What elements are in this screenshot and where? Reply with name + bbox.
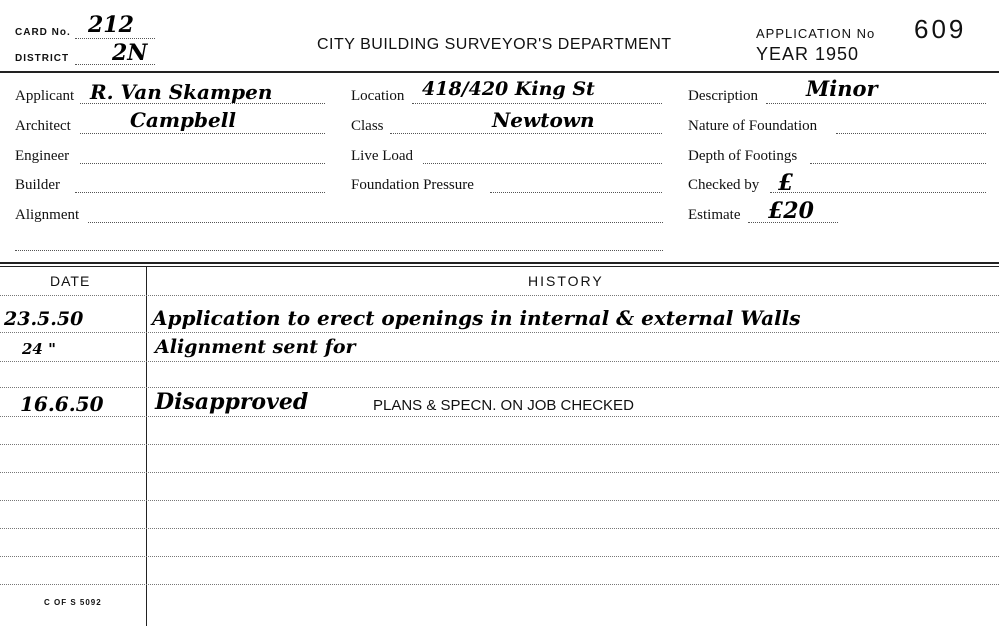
history-text: Disapproved <box>155 389 309 415</box>
district-label: DISTRICT <box>15 53 70 64</box>
application-no-value: 609 <box>914 14 967 44</box>
engineer-label: Engineer <box>15 148 70 164</box>
depth-footings-label: Depth of Footings <box>688 148 798 164</box>
architect-value: Campbell <box>130 108 236 132</box>
location-value: 418/420 King St <box>422 78 595 100</box>
date-column-header: DATE <box>50 273 91 289</box>
history-date: 24 " <box>22 340 56 358</box>
estimate-value: £20 <box>768 198 814 224</box>
card-no-label: CARD No. <box>15 27 71 38</box>
class-label: Class <box>351 118 384 134</box>
description-value: Minor <box>806 76 878 101</box>
alignment-label: Alignment <box>15 207 80 223</box>
history-text: Application to erect openings in internal & external Walls <box>152 306 801 330</box>
applicant-value: R. Van Skampen <box>90 80 273 104</box>
checked-by-value: £ <box>778 170 794 196</box>
architect-label: Architect <box>15 118 71 134</box>
history-date: 23.5.50 <box>4 308 84 330</box>
department-title: CITY BUILDING SURVEYOR'S DEPARTMENT <box>317 36 672 53</box>
history-top-rule <box>0 262 999 264</box>
form-code: C OF S 5092 <box>44 598 102 607</box>
estimate-label: Estimate <box>688 207 741 223</box>
checked-by-label: Checked by <box>688 177 760 193</box>
live-load-label: Live Load <box>351 148 414 164</box>
district-value: 2N <box>112 40 148 66</box>
header-divider <box>0 71 999 73</box>
nature-foundation-label: Nature of Foundation <box>688 118 818 134</box>
builder-label: Builder <box>15 177 60 193</box>
date-column-divider <box>146 266 147 626</box>
year-label: YEAR 1950 <box>756 44 860 64</box>
applicant-label: Applicant <box>15 88 75 104</box>
application-no-label: APPLICATION No <box>756 26 876 41</box>
history-date: 16.6.50 <box>20 392 104 416</box>
stamp-text: PLANS & SPECN. ON JOB CHECKED <box>373 397 634 414</box>
history-text: Alignment sent for <box>155 336 356 358</box>
description-label: Description <box>688 88 758 104</box>
foundation-pressure-label: Foundation Pressure <box>351 177 474 193</box>
location-label: Location <box>351 88 405 104</box>
card-no-value: 212 <box>88 12 134 38</box>
class-value: Newtown <box>492 108 595 132</box>
history-column-header: HISTORY <box>528 273 604 289</box>
